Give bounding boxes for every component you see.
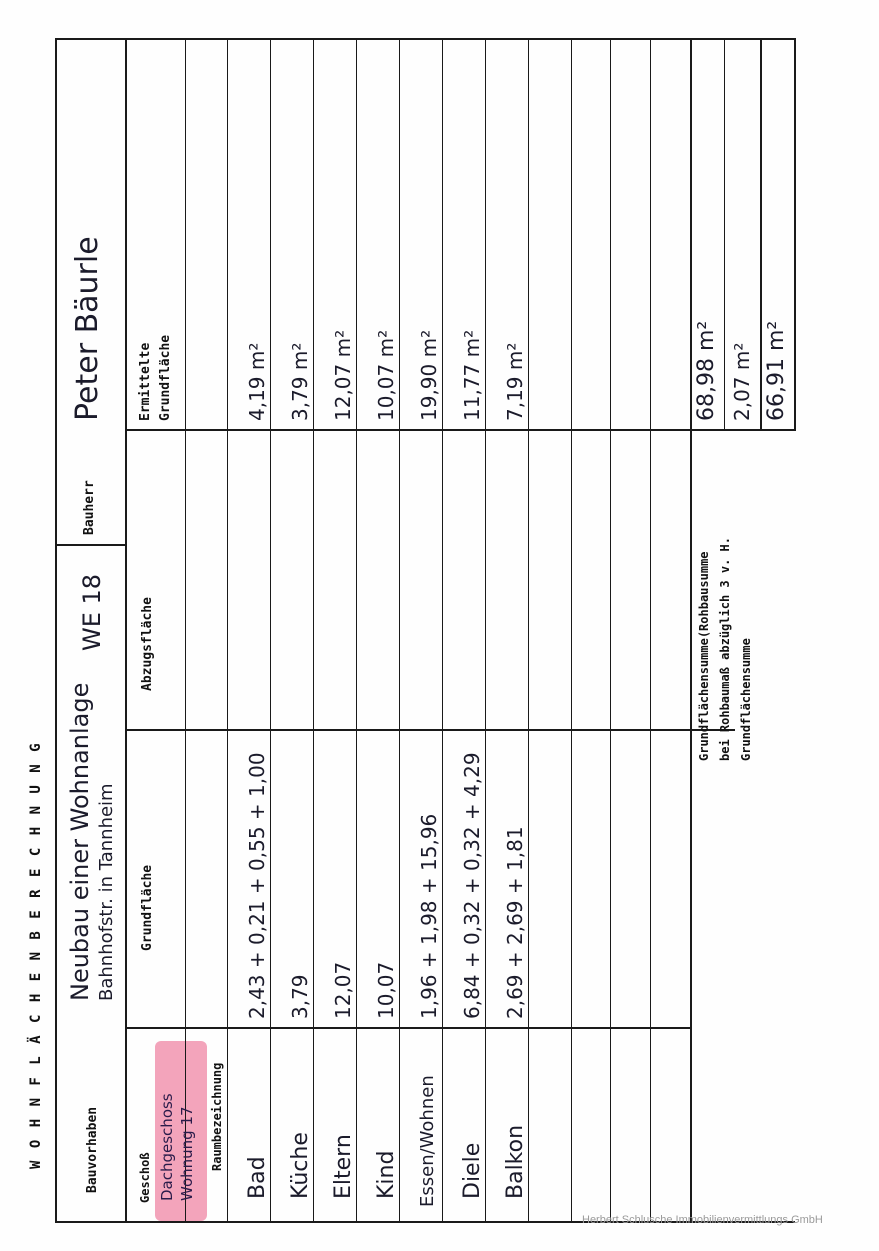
room-area: 11,77 m² bbox=[460, 329, 484, 421]
room-calc: 12,07 bbox=[331, 961, 355, 1019]
room-name: Bad bbox=[245, 1156, 270, 1199]
geschoss-label: Geschoß bbox=[138, 1152, 152, 1203]
room-name: Eltern bbox=[331, 1134, 356, 1199]
room-name: Essen/Wohnen bbox=[417, 1075, 438, 1207]
ermittelte-label-2: Grundfläche bbox=[158, 334, 173, 421]
room-name: Küche bbox=[288, 1132, 313, 1199]
room-calc: 2,69 + 2,69 + 1,81 bbox=[503, 826, 527, 1019]
geschoss-line1: Dachgeschoss bbox=[158, 1093, 176, 1201]
room-calc: 2,43 + 0,21 + 0,55 + 1,00 bbox=[245, 752, 269, 1019]
summary-result: 66,91 m² bbox=[764, 320, 789, 421]
summary-line3: Grundflächensumme bbox=[739, 638, 753, 761]
summary-line2: bei Rohbaumaß abzüglich 3 v. H. bbox=[718, 537, 732, 761]
geschoss-line2: Wohnung 17 bbox=[178, 1106, 196, 1201]
form-heading: W O H N F L Ä C H E N B E R E C H N U N G bbox=[28, 741, 44, 1169]
room-calc: 10,07 bbox=[374, 961, 398, 1019]
abzugsflaeche-label: Abzugsfläche bbox=[140, 597, 155, 691]
bauvorhaben-label: Bauvorhaben bbox=[85, 1106, 100, 1193]
room-calc: 3,79 bbox=[288, 974, 312, 1019]
ermittelte-label-1: Ermittelte bbox=[138, 342, 153, 421]
room-calc: 6,84 + 0,32 + 0,32 + 4,29 bbox=[460, 752, 484, 1019]
room-name: Kind bbox=[374, 1150, 399, 1199]
footer-watermark: Herbert Schlusche Immobilienvermittlungs GmbH bbox=[582, 1214, 823, 1226]
project-title-line1: Neubau einer Wohnanlage bbox=[66, 682, 94, 1001]
room-area: 12,07 m² bbox=[331, 329, 355, 421]
room-area: 4,19 m² bbox=[245, 342, 269, 421]
room-area: 7,19 m² bbox=[503, 342, 527, 421]
room-area: 10,07 m² bbox=[374, 329, 398, 421]
room-area: 19,90 m² bbox=[417, 329, 441, 421]
we-number: WE 18 bbox=[78, 573, 106, 651]
summary-line1: Grundflächensumme(Rohbausumme bbox=[697, 551, 711, 761]
room-name: Diele bbox=[460, 1142, 485, 1199]
grundflaeche-label: Grundfläche bbox=[140, 864, 155, 951]
room-calc: 1,96 + 1,98 + 15,96 bbox=[417, 813, 441, 1019]
project-title-line2: Bahnhofstr. in Tannheim bbox=[96, 783, 117, 1001]
raumbezeichnung-label: Raumbezeichnung bbox=[210, 1062, 224, 1171]
bauherr-label: Bauherr bbox=[82, 480, 97, 535]
summary-total: 68,98 m² bbox=[694, 320, 719, 421]
bauherr-name: Peter Bäurle bbox=[70, 236, 105, 421]
summary-deduction: 2,07 m² bbox=[730, 342, 754, 421]
room-area: 3,79 m² bbox=[288, 342, 312, 421]
room-name: Balkon bbox=[503, 1124, 528, 1199]
